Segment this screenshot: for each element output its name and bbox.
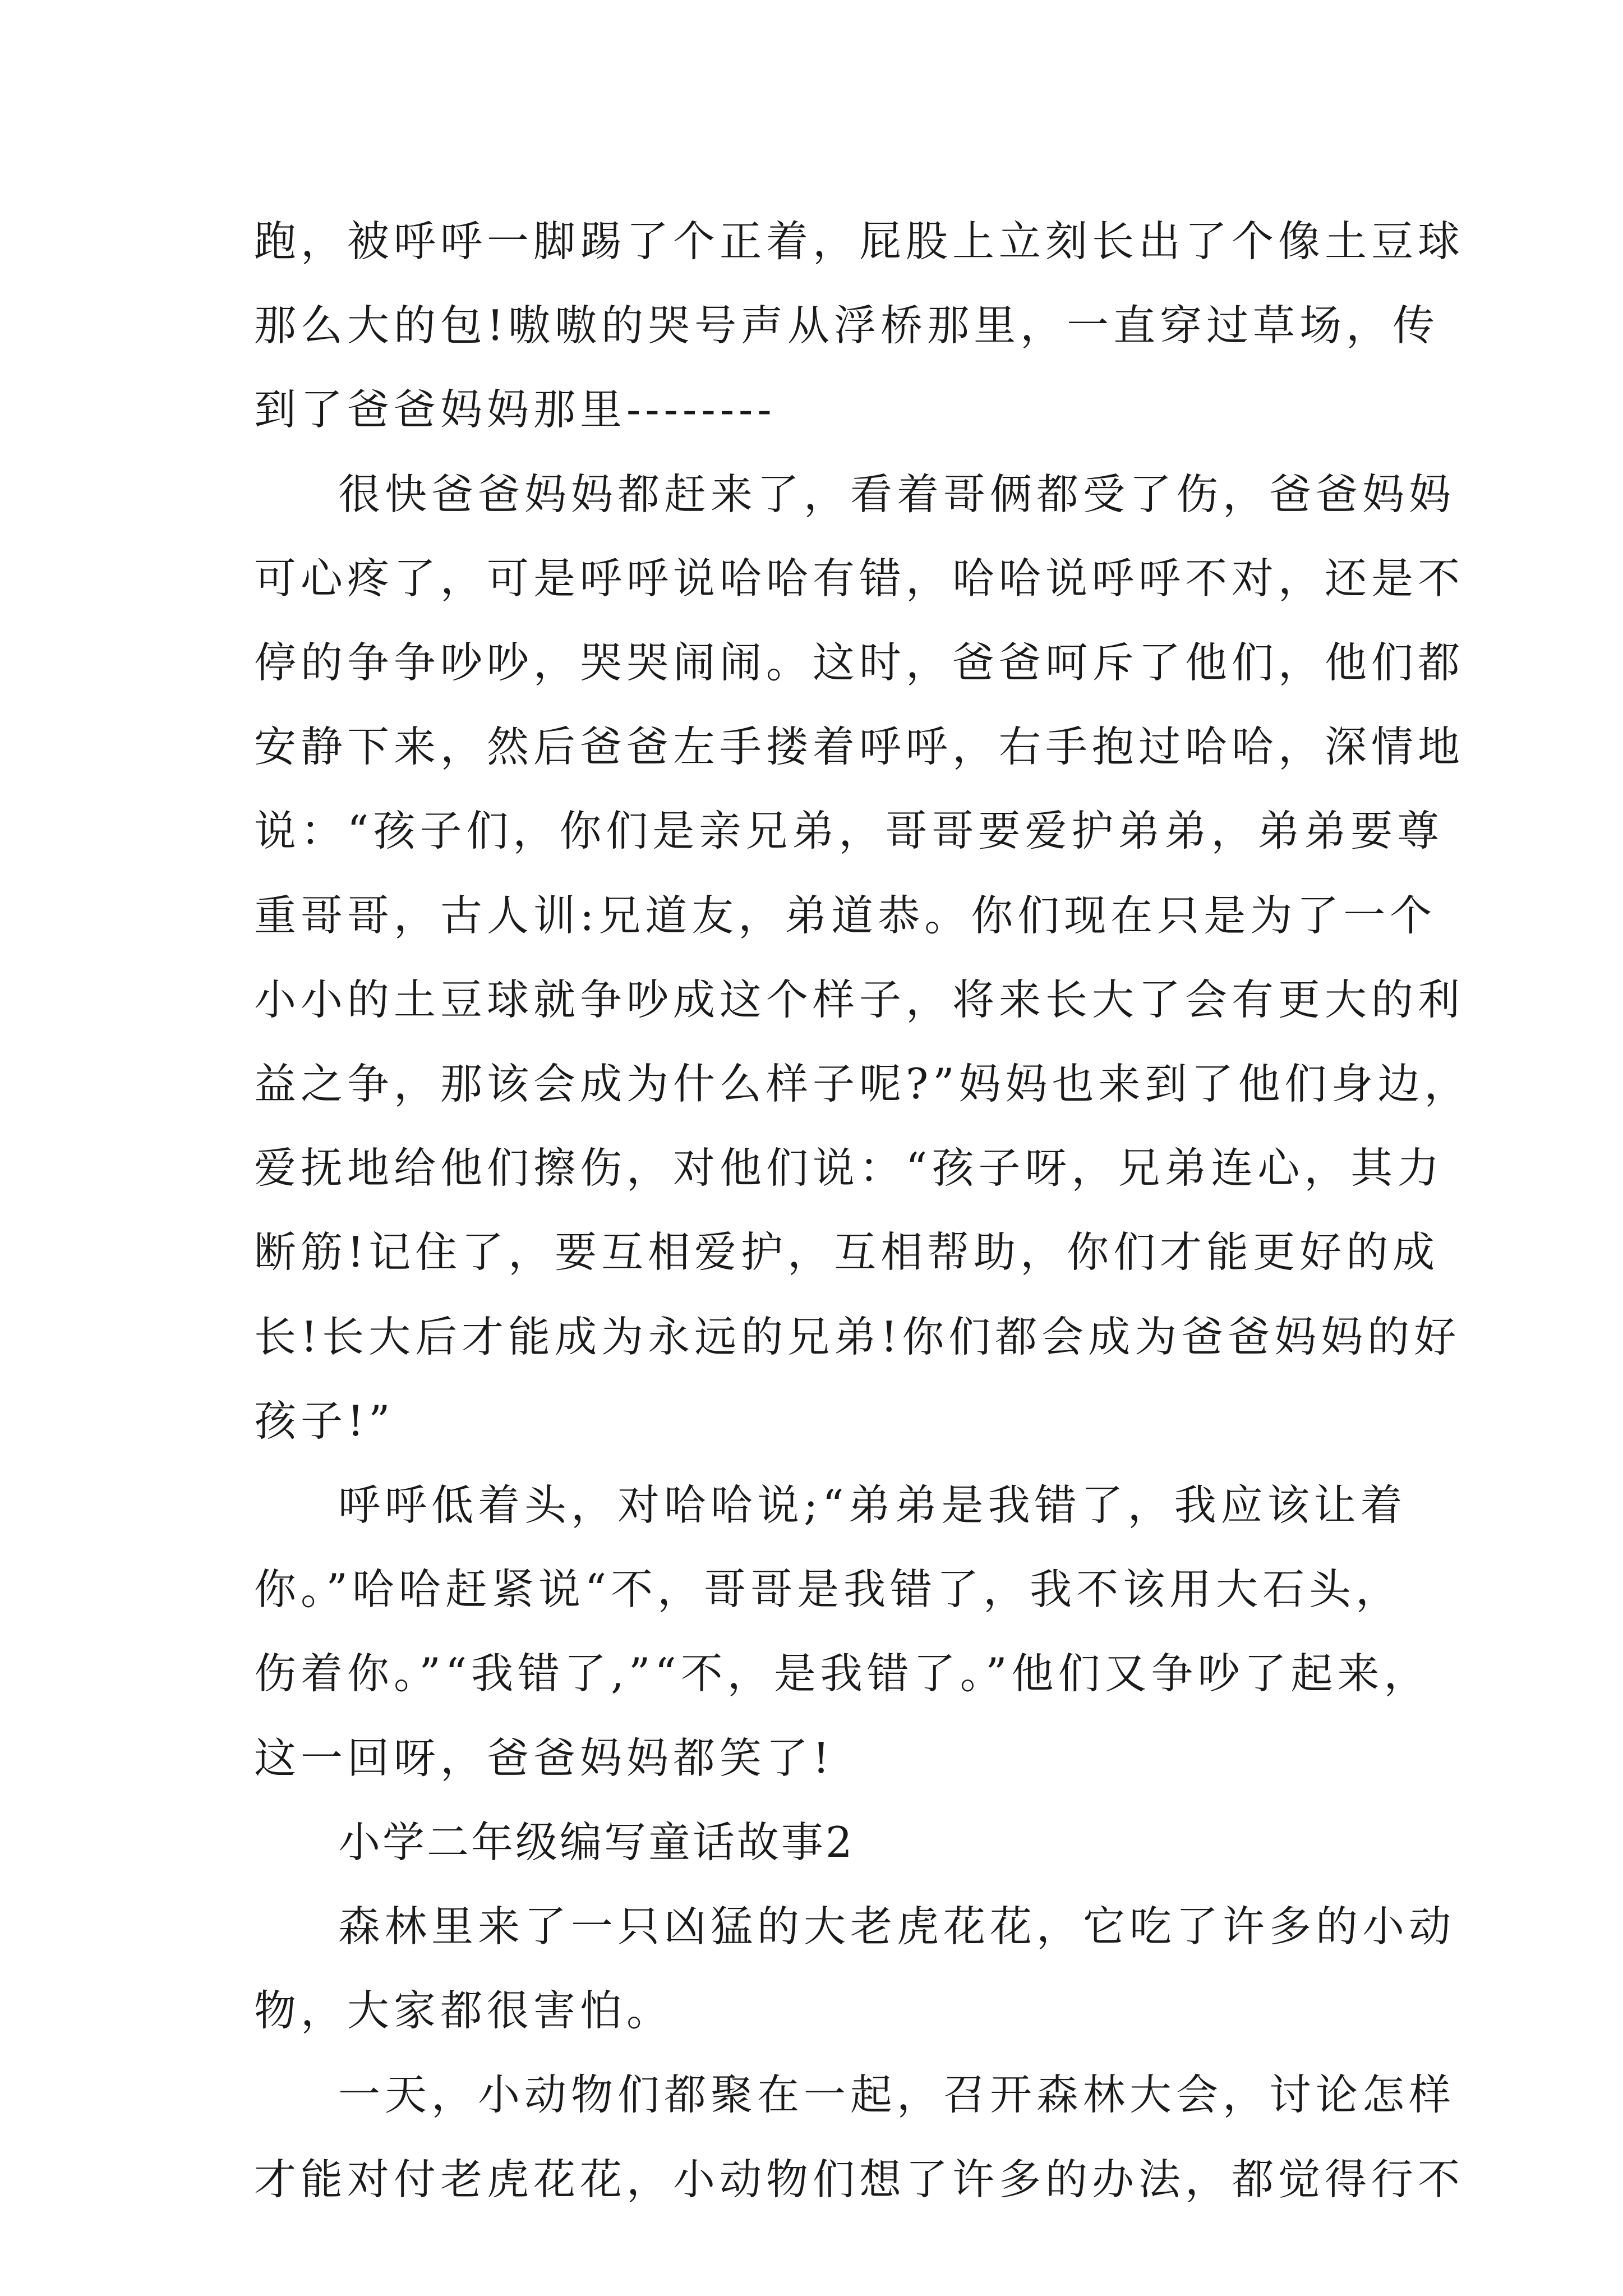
text-line: 重哥哥，古人训:兄道友，弟道恭。你们现在只是为了一个 — [254, 891, 1437, 940]
text-line: 断筋!记住了，要互相爱护，互相帮助，你们才能更好的成 — [254, 1227, 1440, 1277]
text-line: 伤着你。”“我错了,”“不，是我错了。”他们又争吵了起来， — [254, 1649, 1431, 1698]
paragraph-start-line: 森林里来了一只凶猛的大老虎花花，它吃了许多的小动 — [338, 1902, 1456, 1951]
text-line: 这一回呀，爸爸妈妈都笑了! — [254, 1733, 834, 1783]
text-line: 停的争争吵吵，哭哭闹闹。这时，爸爸呵斥了他们，他们都 — [254, 638, 1465, 687]
text-line: 益之争，那该会成为什么样子呢?”妈妈也来到了他们身边， — [254, 1059, 1471, 1108]
section-heading: 小学二年级编写童话故事2 — [338, 1818, 855, 1867]
text-line: 说：“孩子们，你们是亲兄弟，哥哥要爱护弟弟，弟弟要尊 — [254, 806, 1444, 855]
paragraph-start-line: 一天，小动物们都聚在一起，召开森林大会，讨论怎样 — [338, 2070, 1456, 2119]
text-line: 长!长大后才能成为永远的兄弟!你们都会成为爸爸妈妈的好 — [254, 1312, 1461, 1361]
text-line: 小小的土豆球就争吵成这个样子，将来长大了会有更大的利 — [254, 975, 1465, 1024]
text-line: 到了爸爸妈妈那里-------- — [254, 385, 776, 434]
text-line: 爱抚地给他们擦伤，对他们说：“孩子呀，兄弟连心，其力 — [254, 1143, 1444, 1193]
text-line: 孩子!” — [254, 1396, 395, 1446]
text-line: 可心疼了，可是呼呼说哈哈有错，哈哈说呼呼不对，还是不 — [254, 554, 1465, 603]
paragraph-start-line: 呼呼低着头，对哈哈说;“弟弟是我错了，我应该让着 — [338, 1480, 1407, 1530]
text-line: 安静下来，然后爸爸左手搂着呼呼，右手抱过哈哈，深情地 — [254, 722, 1465, 771]
text-line: 那么大的包!嗷嗷的哭号声从浮桥那里，一直穿过草场，传 — [254, 301, 1440, 350]
text-line: 才能对付老虎花花，小动物们想了许多的办法，都觉得行不 — [254, 2155, 1465, 2204]
text-line: 跑，被呼呼一脚踢了个正着，屁股上立刻长出了个像土豆球 — [254, 217, 1465, 266]
text-line: 你。”哈哈赶紧说“不，哥哥是我错了，我不该用大石头， — [254, 1565, 1403, 1614]
paragraph-start-line: 很快爸爸妈妈都赶来了，看着哥俩都受了伤，爸爸妈妈 — [338, 470, 1456, 519]
text-line: 物，大家都很害怕。 — [254, 1986, 674, 2035]
